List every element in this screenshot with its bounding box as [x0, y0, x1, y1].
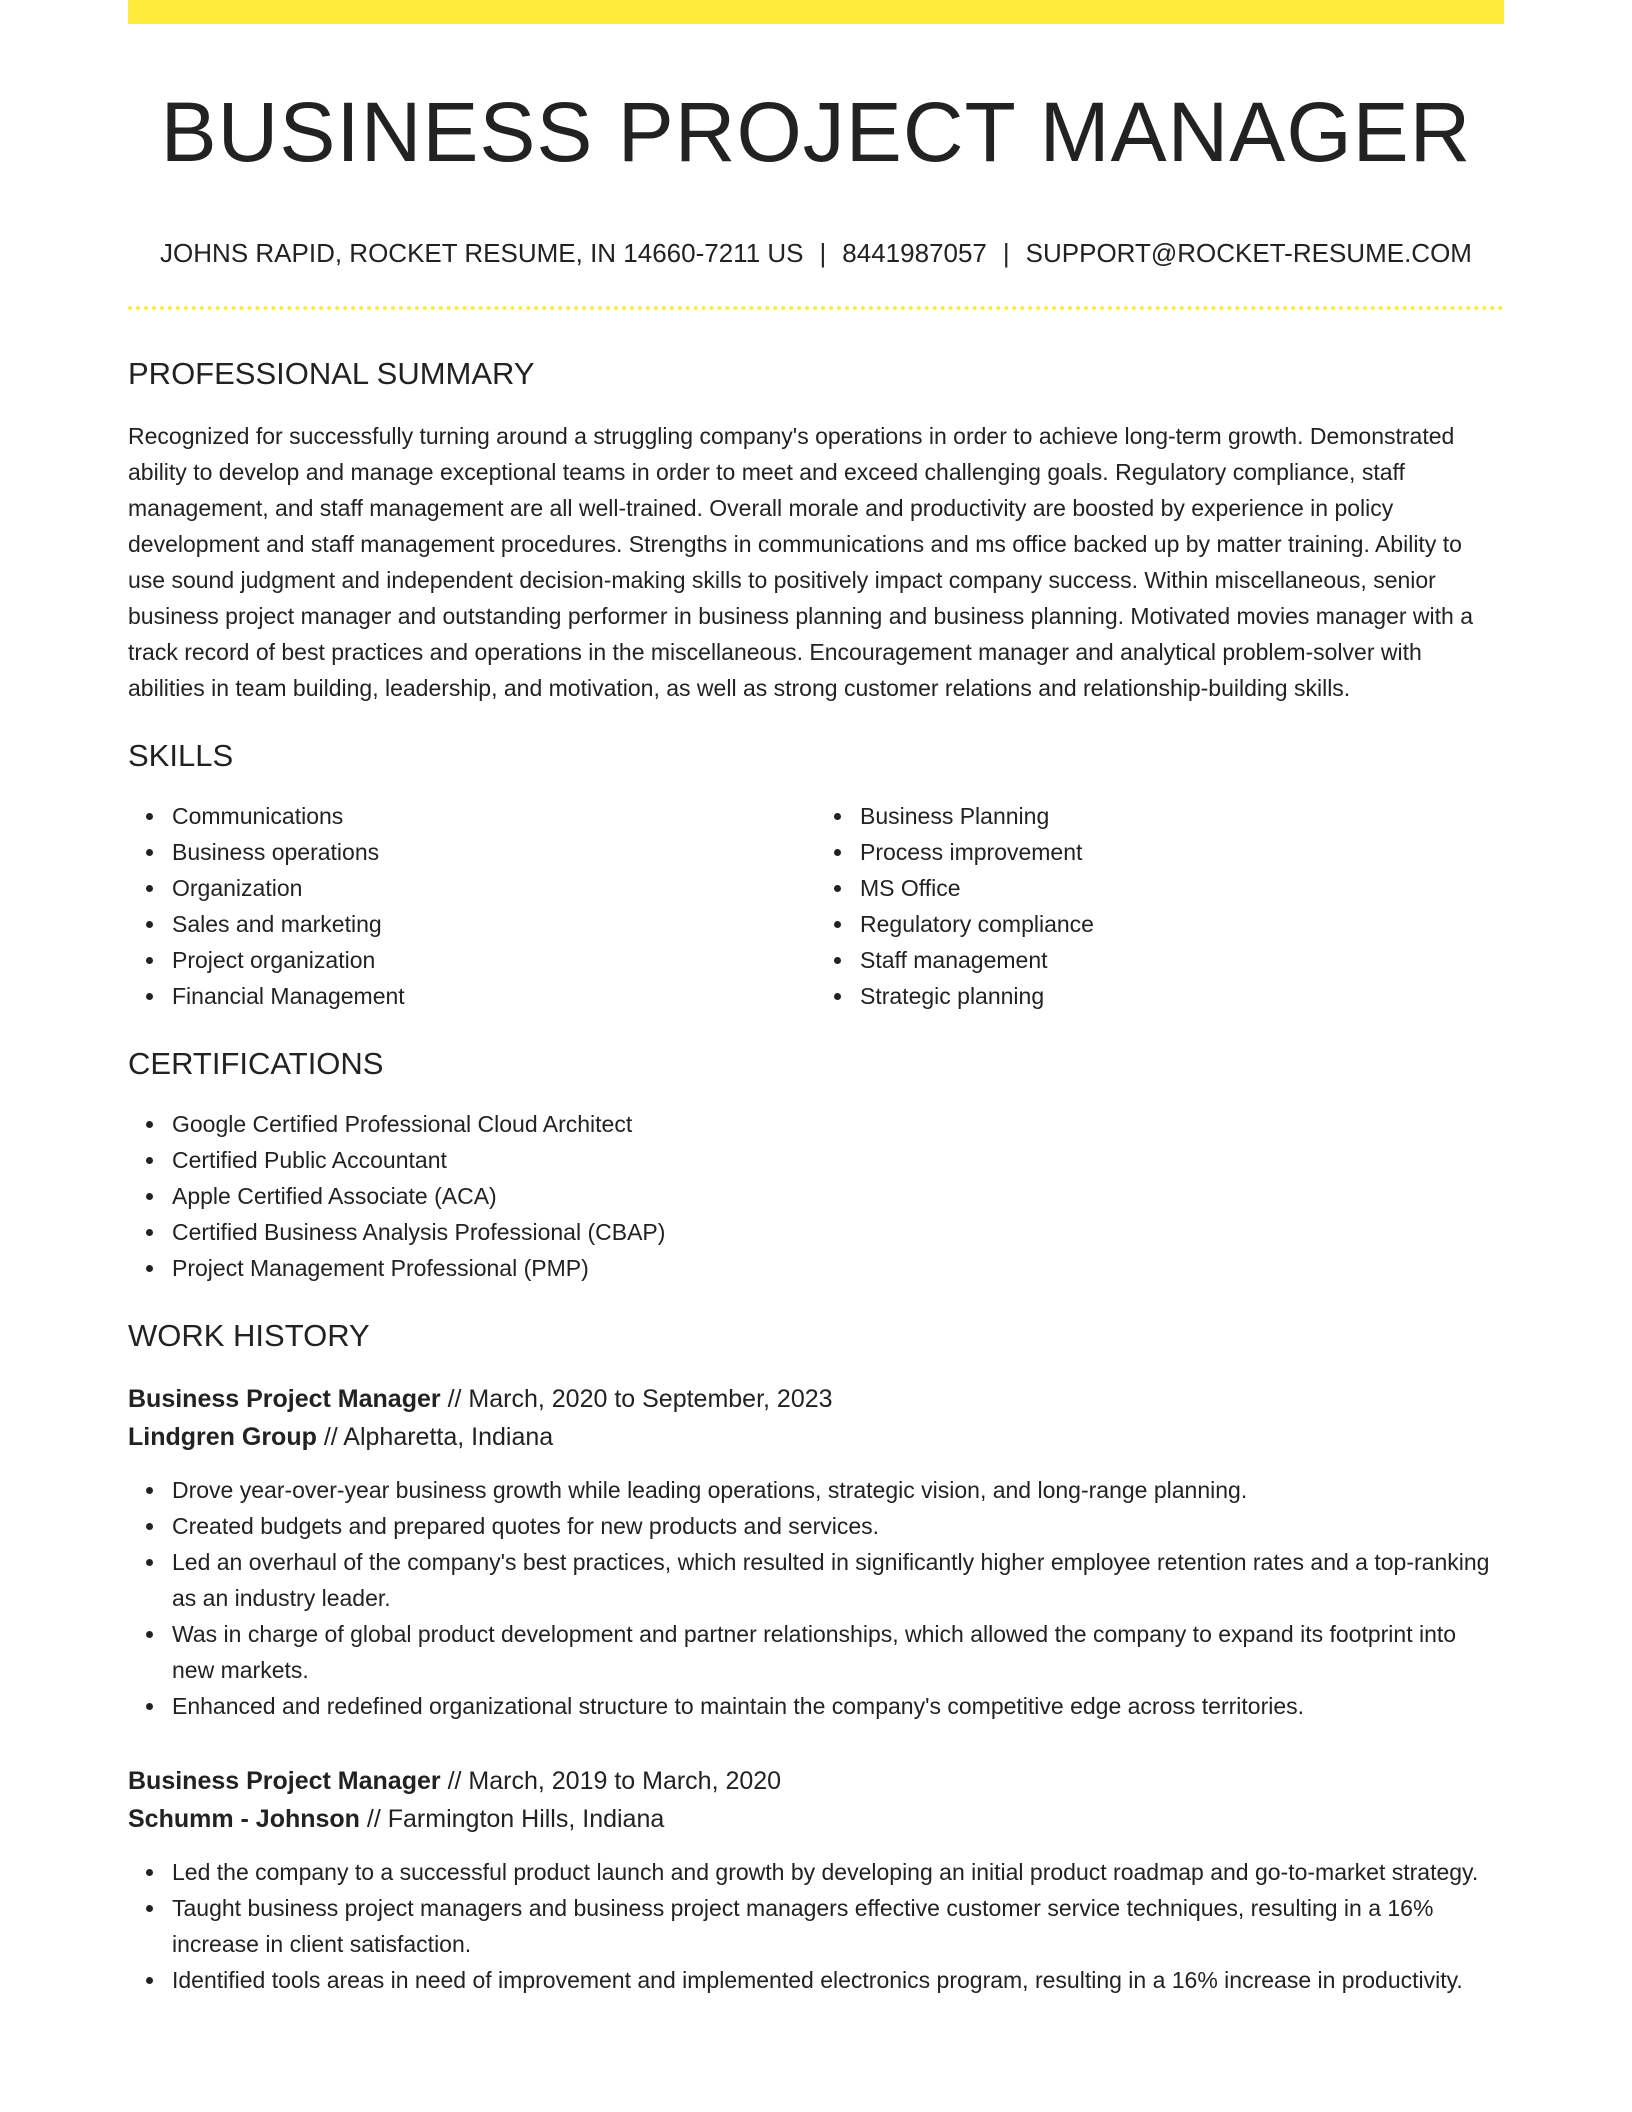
- job-role: Business Project Manager: [128, 1385, 441, 1413]
- contact-separator: |: [819, 238, 827, 268]
- job-location: // Alpharetta, Indiana: [316, 1423, 554, 1451]
- contact-email: SUPPORT@ROCKET-RESUME.COM: [1025, 238, 1472, 268]
- skills-list-right: [816, 798, 1504, 1014]
- contact-address: JOHNS RAPID, ROCKET RESUME, IN 14660-7211 US: [160, 238, 804, 268]
- job-role: Business Project Manager: [128, 1767, 441, 1795]
- job-bullet: Led the company to a successful product launch and growth by developing an initial product roadmap and go-to-market strategy.: [172, 1854, 1504, 1890]
- certification-item: Project Management Professional (PMP): [172, 1250, 1504, 1286]
- certification-item: Apple Certified Associate (ACA): [172, 1178, 1504, 1214]
- certifications-heading: CERTIFICATIONS: [128, 1046, 384, 1081]
- certification-item: Certified Business Analysis Professional (CBAP): [172, 1214, 1504, 1250]
- certification-item: Google Certified Professional Cloud Architect: [172, 1106, 1504, 1142]
- job-title-line: [128, 1380, 1504, 1418]
- job-bullet: Drove year-over-year business growth while leading operations, strategic vision, and long-range planning.: [172, 1472, 1504, 1508]
- skill-item: Financial Management: [172, 978, 816, 1014]
- skill-item: Staff management: [860, 942, 1504, 978]
- skills-columns: [128, 798, 1504, 1014]
- dotted-divider: [128, 306, 1504, 310]
- job-company: Lindgren Group: [128, 1423, 317, 1451]
- job-location: // Farmington Hills, Indiana: [359, 1805, 665, 1833]
- contact-line: [128, 236, 1504, 270]
- work-history-heading: WORK HISTORY: [128, 1318, 370, 1353]
- job-bullet: Led an overhaul of the company's best practices, which resulted in significantly higher employee retention rates and a top-ranking as an industry leader.: [172, 1544, 1504, 1616]
- resume-page: [128, 0, 1504, 1998]
- job-bullet: Identified tools areas in need of improvement and implemented electronics program, resulting in a 16% increase in productivity.: [172, 1962, 1504, 1998]
- skill-item: Business Planning: [860, 798, 1504, 834]
- certifications-list: [128, 1106, 1504, 1286]
- skill-item: Strategic planning: [860, 978, 1504, 1014]
- summary-heading: PROFESSIONAL SUMMARY: [128, 356, 535, 391]
- job-dates: // March, 2019 to March, 2020: [440, 1767, 782, 1795]
- contact-phone: 8441987057: [842, 238, 987, 268]
- job-title-line: [128, 1762, 1504, 1800]
- accent-bar: [128, 0, 1504, 24]
- job-company-line: [128, 1800, 1504, 1838]
- skill-item: Regulatory compliance: [860, 906, 1504, 942]
- job-bullet: Created budgets and prepared quotes for new products and services.: [172, 1508, 1504, 1544]
- job-company: Schumm - Johnson: [128, 1805, 360, 1833]
- skill-item: Sales and marketing: [172, 906, 816, 942]
- skill-item: Business operations: [172, 834, 816, 870]
- resume-title: BUSINESS PROJECT MANAGER: [160, 85, 1472, 179]
- skill-item: Communications: [172, 798, 816, 834]
- job-bullet: Was in charge of global product development and partner relationships, which allowed the company to expand its footprint into new markets.: [172, 1616, 1504, 1688]
- job-bullet: Taught business project managers and business project managers effective customer service techniques, resulting in a 16% increase in client satisfaction.: [172, 1890, 1504, 1962]
- skills-heading: SKILLS: [128, 738, 234, 773]
- skill-item: Organization: [172, 870, 816, 906]
- job-dates: // March, 2020 to September, 2023: [440, 1385, 833, 1413]
- contact-separator: |: [1002, 238, 1010, 268]
- skill-item: Project organization: [172, 942, 816, 978]
- skill-item: MS Office: [860, 870, 1504, 906]
- job-bullets: [128, 1854, 1504, 1998]
- job-bullet: Enhanced and redefined organizational structure to maintain the company's competitive edge across territories.: [172, 1688, 1504, 1724]
- job-company-line: [128, 1418, 1504, 1456]
- skills-list-left: [128, 798, 816, 1014]
- job-bullets: [128, 1472, 1504, 1724]
- skill-item: Process improvement: [860, 834, 1504, 870]
- summary-text: Recognized for successfully turning around a struggling company's operations in order to achieve long-term growth. Demonstrated ability to develop and manage exceptional teams in order to meet and exceed challenging goals. Regulatory compliance, staff management, and staff management are all well-trained. Overall morale and productivity are boosted by experience in policy development and staff management procedures. Strengths in communications and ms office backed up by matter training. Ability to use sound judgment and independent decision-making skills to positively impact company success. Within miscellaneous, senior business project manager and outstanding performer in business planning and business planning. Motivated movies manager with a track record of best practices and operations in the miscellaneous. Encouragement manager and analytical problem-solver with abilities in team building, leadership, and motivation, as well as strong customer relations and relationship-building skills.: [128, 423, 1474, 701]
- certification-item: Certified Public Accountant: [172, 1142, 1504, 1178]
